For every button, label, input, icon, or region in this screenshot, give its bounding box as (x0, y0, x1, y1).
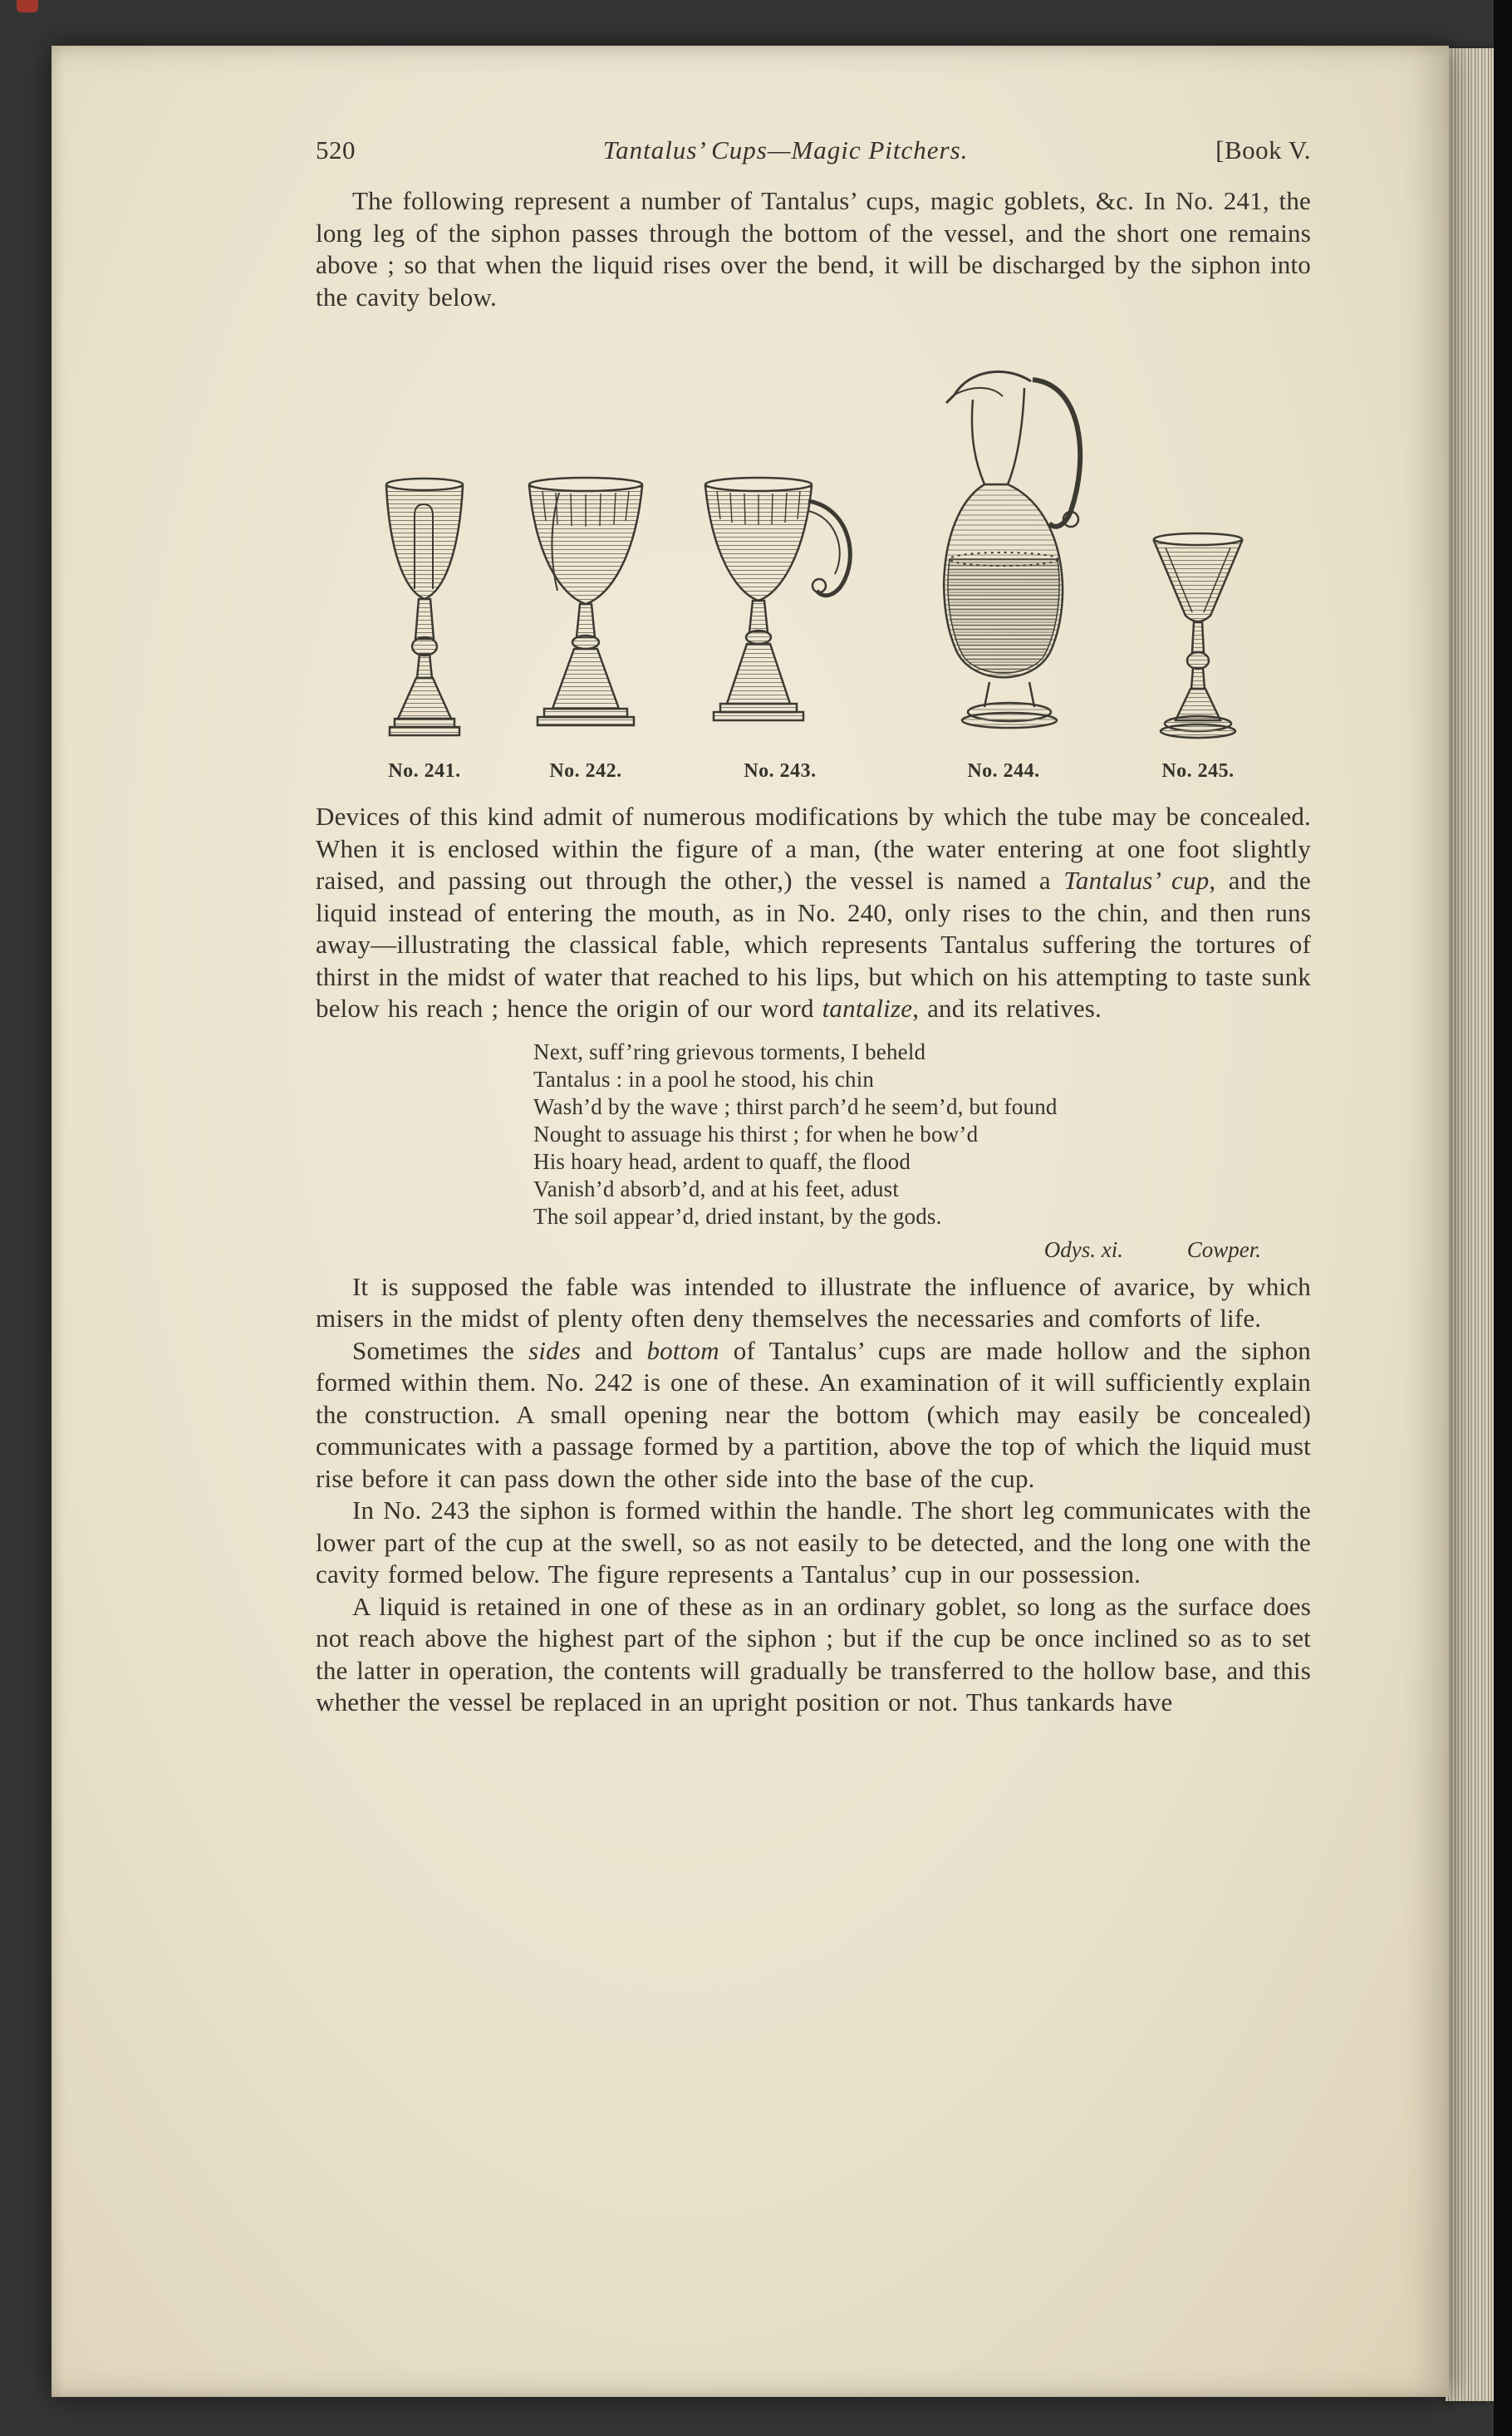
paragraph-fable: It is supposed the fable was intended to illustrate the influence of avarice, by which misers in the midst of plenty often deny themselves the necessaries and comforts of life. (316, 1271, 1311, 1333)
goblet-243-illustration (697, 473, 863, 747)
paragraph-sides-bottom: Sometimes the sides and bottom of Tantalus’ cups are made hollow and the siphon formed within them. No. 242 is one of these. An examination of it will sufficiently explain the construction. A small opening near the bottom (which may easily be concealed) communicates with a passage formed by a partition, above the top of which the liquid must rise before it can pass down the other side into the base of the cup. (316, 1335, 1311, 1493)
pitcher-244-illustration (908, 348, 1099, 747)
red-mark (17, 0, 38, 12)
figure-244 (908, 348, 1099, 783)
paragraph-intro: The following represent a number of Tantalus’ cups, magic goblets, &c. In No. 241, the long leg of the siphon passes through the bottom of the vessel, and the short one remains above ; so that when the liquid rises over the bend, it will be discharged by the siphon into the cavity below. (316, 186, 1311, 312)
poem-source: Odys. xi. (1043, 1236, 1123, 1262)
poem-line: Nought to assuage his thirst ; for when he bow’d (533, 1121, 979, 1147)
goblet-241-illustration (375, 473, 474, 747)
goblet-245-illustration (1144, 529, 1252, 747)
book-page (52, 46, 1449, 2397)
figure-241 (375, 473, 474, 783)
poem-line: Next, suff’ring grievous torments, I beheld (533, 1039, 926, 1064)
poem-author: Cowper. (1186, 1236, 1261, 1262)
paragraph-liquid: A liquid is retained in one of these as in an ordinary goblet, so long as the surface does not reach above the highest part of the siphon ; but if the cup be once inclined so as to set the latter in operation, the contents will gradually be transferred to the hollow base, and this whether the vessel be replaced in an upright position or not. Thus tankards have (316, 1591, 1311, 1716)
poem-line: His hoary head, ardent to quaff, the flood (533, 1148, 911, 1174)
poem-line: The soil appear’d, dried instant, by the gods. (533, 1203, 942, 1229)
figure-label: No. 242. (549, 760, 622, 782)
figure-245 (1144, 529, 1252, 783)
page-number: 520 (316, 135, 356, 165)
page-header (316, 135, 1311, 165)
book-label: [Book V. (1215, 135, 1311, 165)
paragraph-devices: Devices of this kind admit of numerous modifications by which the tube may be concealed. When it is enclosed within the figure of a man, (the water entering at one foot slightly raised, and passing out through the other,) the vessel is named a Tantalus’ cup, and the liquid instead of entering the mouth, as in No. 240, only rises to the chin, and then runs away—illustrating the classical fable, which represents Tantalus suffering the tortures of thirst in the midst of water that reached to his lips, but which on his attempting to taste sunk below his reach ; hence the origin of our word tantalize, and its relatives. (316, 802, 1312, 1023)
page-edges (1446, 48, 1494, 2401)
figure-label: No. 245. (1161, 760, 1235, 782)
poem-line: Wash’d by the wave ; thirst parch’d he seem’d, but found (533, 1093, 1058, 1119)
poem-attribution (316, 1237, 1261, 1263)
figure-label: No. 243. (744, 760, 817, 782)
figures-block (316, 348, 1311, 783)
figure-243 (697, 473, 863, 783)
poem-quote (533, 1039, 1311, 1230)
goblet-242-illustration (519, 473, 652, 747)
figure-242 (519, 473, 652, 783)
figure-label: No. 244. (967, 760, 1040, 782)
poem-line: Vanish’d absorb’d, and at his feet, adust (533, 1176, 900, 1201)
figure-label: No. 241. (388, 760, 461, 782)
poem-line: Tantalus : in a pool he stood, his chin (533, 1066, 875, 1092)
paragraph-no243: In No. 243 the siphon is formed within the handle. The short leg communicates with the lower part of the cup at the swell, so as not easily to be detected, and the long one with the cavity formed below. The figure represents a Tantalus’ cup in our possession. (316, 1495, 1311, 1589)
book-binding (1494, 0, 1512, 2436)
running-title: Tantalus’ Cups—Magic Pitchers. (602, 135, 969, 165)
